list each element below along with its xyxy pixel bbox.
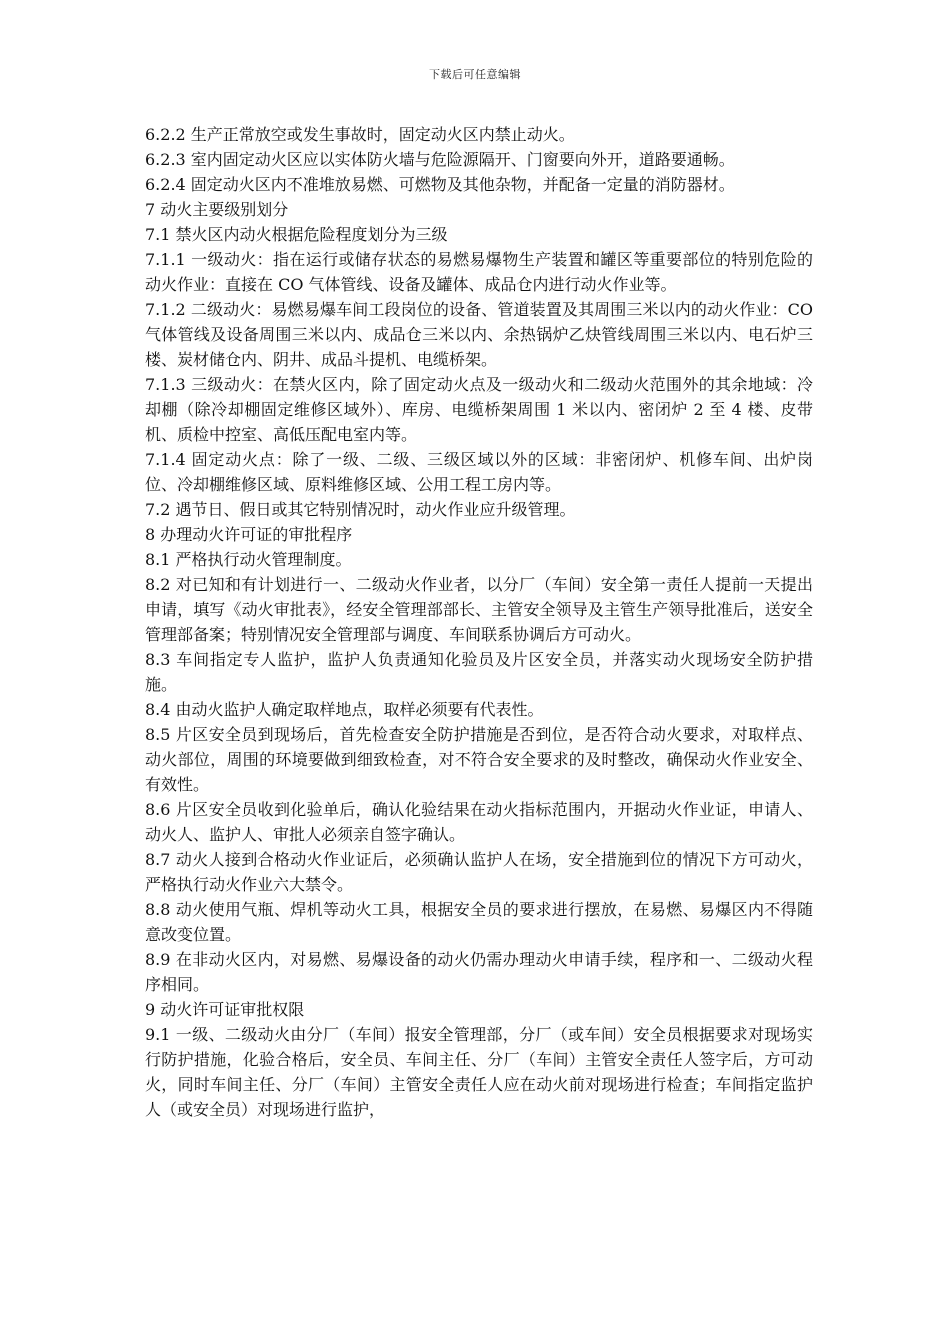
- paragraph: 9.1 一级、二级动火由分厂（车间）报安全管理部，分厂（或车间）安全员根据要求对现场实行防护措施，化验合格后，安全员、车间主任、分厂（车间）主管安全责任人签字后，方可动火，同时车间主任、分厂（车间）主管安全责任人应在动火前对现场进行检查；车间指定监护人（或安全员）对现场进行监护，: [145, 1025, 813, 1119]
- paragraph: 8.6 片区安全员收到化验单后，确认化验结果在动火指标范围内，开据动火作业证，申请人、动火人、监护人、审批人必须亲自签字确认。: [145, 800, 813, 844]
- paragraph: 8.5 片区安全员到现场后，首先检查安全防护措施是否到位，是否符合动火要求，对取样点、动火部位，周围的环境要做到细致检查，对不符合安全要求的及时整改，确保动火作业安全、有效性。: [145, 725, 813, 794]
- paragraph: 7.1.3 三级动火：在禁火区内，除了固定动火点及一级动火和二级动火范围外的其余地域：冷却棚（除冷却棚固定维修区域外）、库房、电缆桥架周围 1 米以内、密闭炉 2 至 4 楼、皮带机、质检中控室、高低压配电室内等。: [145, 375, 813, 444]
- paragraph: 7.1 禁火区内动火根据危险程度划分为三级: [145, 225, 448, 244]
- paragraph: 6.2.4 固定动火区内不准堆放易燃、可燃物及其他杂物，并配备一定量的消防器材。: [145, 175, 735, 194]
- paragraph: 7.1.1 一级动火：指在运行或储存状态的易燃易爆物生产装置和罐区等重要部位的特别危险的动火作业：直接在 CO 气体管线、设备及罐体、成品仓内进行动火作业等。: [145, 250, 813, 294]
- paragraph: 7.2 遇节日、假日或其它特别情况时，动火作业应升级管理。: [145, 500, 576, 519]
- paragraph: 8.3 车间指定专人监护，监护人负责通知化验员及片区安全员，并落实动火现场安全防护措施。: [145, 650, 813, 694]
- paragraph: 8.2 对已知和有计划进行一、二级动火作业者，以分厂（车间）安全第一责任人提前一天提出申请，填写《动火审批表》，经安全管理部部长、主管安全领导及主管生产领导批准后，送安全管理部备案；特别情况安全管理部与调度、车间联系协调后方可动火。: [145, 575, 813, 644]
- paragraph: 8.4 由动火监护人确定取样地点，取样必须要有代表性。: [145, 700, 544, 719]
- paragraph: 7.1.2 二级动火：易燃易爆车间工段岗位的设备、管道装置及其周围三米以内的动火作业：CO 气体管线及设备周围三米以内、成品仓三米以内、余热锅炉乙炔管线周围三米以内、电石炉三楼、炭材储仓内、阴井、成品斗提机、电缆桥架。: [145, 300, 813, 369]
- paragraph: 8.7 动火人接到合格动火作业证后，必须确认监护人在场，安全措施到位的情况下方可动火，严格执行动火作业六大禁令。: [145, 850, 813, 894]
- section-heading: 9 动火许可证审批权限: [145, 1000, 305, 1019]
- paragraph: 7.1.4 固定动火点：除了一级、二级、三级区域以外的区域：非密闭炉、机修车间、出炉岗位、冷却棚维修区域、原料维修区域、公用工程工房内等。: [145, 450, 813, 494]
- paragraph: 6.2.3 室内固定动火区应以实体防火墙与危险源隔开、门窗要向外开，道路要通畅。: [145, 150, 735, 169]
- document-body: [145, 122, 813, 1122]
- paragraph: 6.2.2 生产正常放空或发生事故时，固定动火区内禁止动火。: [145, 125, 575, 144]
- section-heading: 8 办理动火许可证的审批程序: [145, 525, 353, 544]
- paragraph: 8.8 动火使用气瓶、焊机等动火工具，根据安全员的要求进行摆放，在易燃、易爆区内不得随意改变位置。: [145, 900, 813, 944]
- section-heading: 7 动火主要级别划分: [145, 200, 289, 219]
- paragraph: 8.1 严格执行动火管理制度。: [145, 550, 352, 569]
- paragraph: 8.9 在非动火区内，对易燃、易爆设备的动火仍需办理动火申请手续，程序和一、二级动火程序相同。: [145, 950, 813, 994]
- page-header: 下载后可任意编辑: [429, 68, 521, 81]
